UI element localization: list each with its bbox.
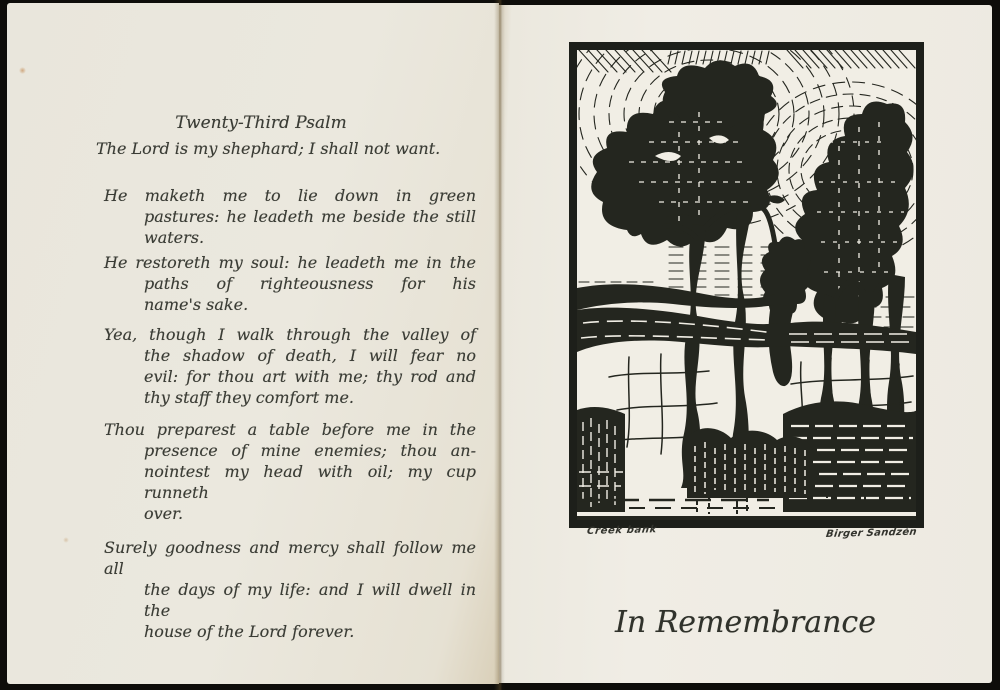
psalm-line: the days of my life: and I will dwell in the <box>144 580 476 620</box>
psalm-verses <box>104 185 476 642</box>
bushes <box>687 428 813 498</box>
psalm-line: presence of mine enemies; thou an- <box>144 441 476 460</box>
psalm-verse <box>104 185 476 248</box>
psalm-line: evil: for thou art with me; thy rod and <box>144 367 476 386</box>
wetland-reeds <box>577 407 625 512</box>
psalm-line: name's sake. <box>144 295 249 314</box>
psalm-line: Yea, though I walk through the valley of <box>104 325 476 344</box>
woodcut-print <box>569 42 924 528</box>
left-page <box>7 3 499 684</box>
foxing-spot <box>19 67 26 74</box>
psalm-line: He maketh me to lie down in green <box>104 186 476 205</box>
psalm-verse <box>104 324 476 408</box>
print-title-signature: Creek bank <box>586 524 658 537</box>
psalm-verse <box>104 419 476 524</box>
psalm-line: house of the Lord forever. <box>144 622 355 641</box>
psalm-heading: Twenty-Third Psalm <box>175 113 347 133</box>
psalm-line: the shadow of death, I will fear no <box>144 346 476 365</box>
psalm-line: paths of righteousness for his <box>144 274 476 293</box>
psalm-line: over. <box>144 504 184 523</box>
right-page <box>499 5 992 683</box>
psalm-verse <box>104 537 476 642</box>
psalm-line: Thou preparest a table before me in the <box>104 420 476 439</box>
psalm-line: nointest my head with oil; my cup runneth <box>144 462 476 502</box>
psalm-line: Surely goodness and mercy shall follow me all <box>104 538 476 578</box>
psalm-line: He restoreth my soul: he leadeth me in the <box>104 253 476 272</box>
psalm-line: pastures: he leadeth me beside the still <box>144 207 476 226</box>
psalm-text-block <box>96 112 476 642</box>
psalm-opening-line: The Lord is my shephard; I shall not want. <box>96 139 441 158</box>
psalm-verse <box>104 252 476 315</box>
in-remembrance-caption: In Remembrance <box>614 605 876 640</box>
artist-signature: Birger Sandzén <box>825 526 918 540</box>
psalm-line: waters. <box>144 228 205 247</box>
psalm-line: thy staff they comfort me. <box>144 388 354 407</box>
foxing-spot <box>63 537 69 543</box>
